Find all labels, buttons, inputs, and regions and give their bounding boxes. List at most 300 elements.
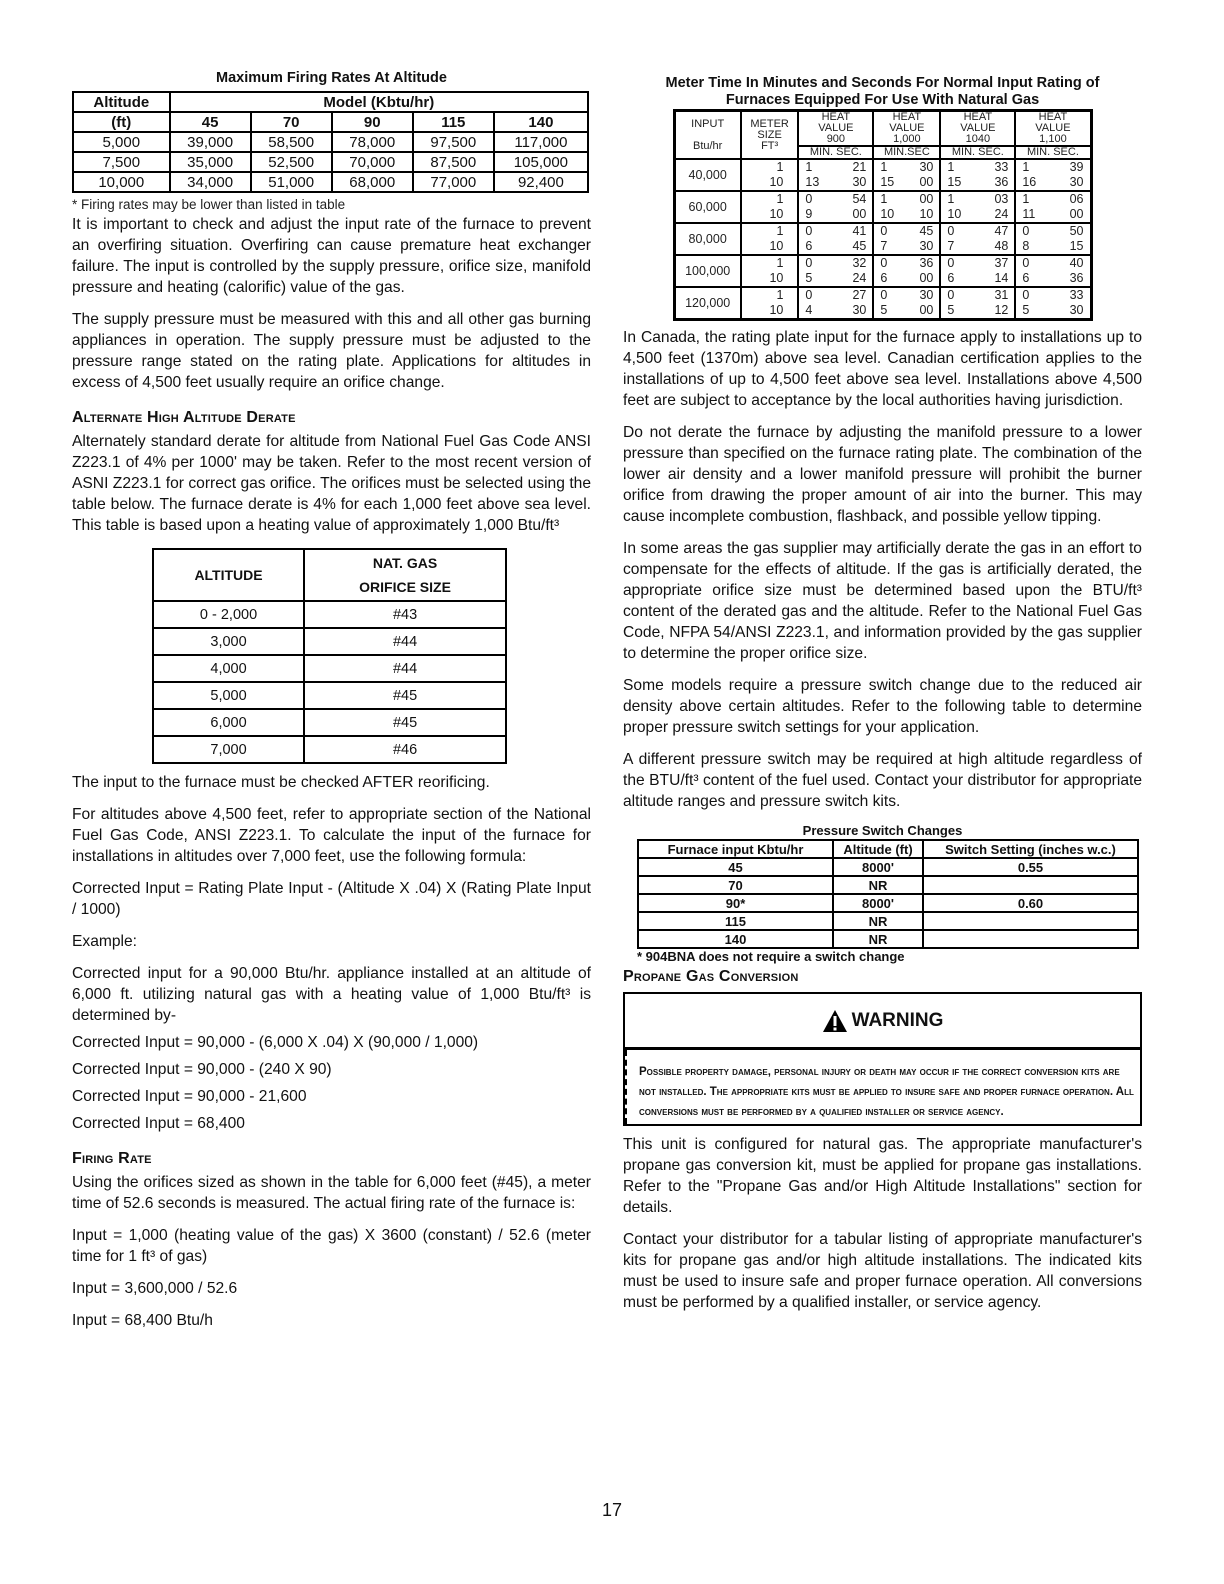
section-heading: Alternate High Altitude Derate xyxy=(72,409,296,426)
header-btu-label: Btu/hr xyxy=(692,139,723,152)
section-heading: Propane Gas Conversion xyxy=(623,968,799,985)
minutes: 0 xyxy=(880,224,888,238)
minutes: 15 xyxy=(947,175,962,189)
paragraph: The input to the furnace must be checked AFTER reorificing. xyxy=(72,774,490,791)
min-sec xyxy=(1018,207,1087,222)
table-cell: #44 xyxy=(304,628,506,655)
min-sec xyxy=(801,224,870,239)
seconds: 00 xyxy=(1069,207,1084,221)
header-orifice xyxy=(304,549,506,601)
seconds: 00 xyxy=(919,192,934,206)
seconds: 36 xyxy=(994,175,1009,189)
heat-value: 1,000 xyxy=(893,133,921,145)
paragraph: The supply pressure must be measured with this and all other gas burning appliances in operation. The supply pressure must be adjusted to the pressure range stated on the rating plate. Applications for altitudes in excess of 4,500 feet usually require an orifice change. xyxy=(72,311,591,391)
seconds: 30 xyxy=(919,288,934,302)
meter-size-cell: 10 xyxy=(741,175,799,191)
caption-line: Furnaces Equipped For Use With Natural Gas xyxy=(725,92,1040,108)
minutes: 5 xyxy=(1022,303,1030,317)
seconds: 41 xyxy=(852,224,867,238)
warning-box xyxy=(623,992,1142,1126)
time-cell xyxy=(1015,287,1091,303)
min-sec xyxy=(1018,192,1087,207)
minutes: 0 xyxy=(947,224,955,238)
table-cell: 0 - 2,000 xyxy=(153,601,304,628)
seconds: 00 xyxy=(919,303,934,317)
formula: Corrected Input = 90,000 - (240 X 90) xyxy=(72,1061,332,1078)
table-cell: NR xyxy=(833,930,923,948)
minutes: 7 xyxy=(880,239,888,253)
min-sec xyxy=(943,160,1012,175)
formula: Corrected Input = 90,000 - 21,600 xyxy=(72,1088,307,1105)
left-column xyxy=(72,70,591,1342)
paragraph: Alternately standard derate for altitude from National Fuel Gas Code ANSI Z223.1 of 4% per 1000' may be taken. Refer to the most recent version of ASNI Z223.1 for correct gas orifice. The orifices must be selected using the table below. The furnace derate is 4% for each 1,000 feet above sea level. This table is based upon a heating value of approximately 1,000 Btu/ft³ xyxy=(72,433,591,534)
min-sec xyxy=(943,303,1012,318)
table-cell: #46 xyxy=(304,736,506,763)
firing-table-caption: Maximum Firing Rates At Altitude xyxy=(216,70,447,86)
minutes: 5 xyxy=(880,303,888,317)
minutes: 1 xyxy=(1022,160,1030,174)
seconds: 40 xyxy=(1069,256,1084,270)
time-cell xyxy=(798,175,873,191)
meter-table-caption xyxy=(623,75,1142,109)
paragraph: Contact your distributor for a tabular listing of appropriate manufacturer's kits for propane gas and/or high altitude installations. The indicated kits must be used to insure safe and proper furnace operation. All conversions must be performed by a qualified installer, or service agency. xyxy=(623,1231,1142,1311)
min-sec xyxy=(876,160,937,175)
min-sec xyxy=(943,224,1012,239)
minutes: 5 xyxy=(805,271,813,285)
warning-title: WARNING xyxy=(851,1009,944,1031)
min-sec xyxy=(1018,224,1087,239)
time-cell xyxy=(873,191,940,207)
time-cell xyxy=(1015,239,1091,255)
min-sec xyxy=(1018,271,1087,286)
table-cell: 0.60 xyxy=(923,894,1138,912)
table-cell: 97,500 xyxy=(413,132,494,152)
minutes: 0 xyxy=(805,192,813,206)
min-sec xyxy=(1018,288,1087,303)
table-cell: 35,000 xyxy=(170,152,251,172)
min-sec xyxy=(801,271,870,286)
table-cell: 58,500 xyxy=(251,132,332,152)
min-sec xyxy=(801,288,870,303)
time-cell xyxy=(873,255,940,271)
min-sec-header: MIN. SEC. xyxy=(940,146,1015,159)
meter-size-cell: 10 xyxy=(741,207,799,223)
header-nat-gas: NAT. GAS xyxy=(372,555,438,571)
seconds: 27 xyxy=(852,288,867,302)
min-sec xyxy=(801,160,870,175)
table-cell: NR xyxy=(833,912,923,930)
input-cell: 60,000 xyxy=(674,191,741,223)
min-sec xyxy=(801,303,870,318)
time-cell xyxy=(1015,303,1091,320)
minutes: 1 xyxy=(880,160,888,174)
model-header: 70 xyxy=(251,112,332,132)
table-cell: 4,000 xyxy=(153,655,304,682)
meter-size-cell: 1 xyxy=(741,223,799,239)
header-ft-label: FT³ xyxy=(761,139,779,152)
caption-line: Meter Time In Minutes and Seconds For Normal Input Rating of xyxy=(665,75,1100,91)
seconds: 30 xyxy=(1069,175,1084,189)
meter-size-cell: 1 xyxy=(741,255,799,271)
time-cell xyxy=(1015,255,1091,271)
seconds: 32 xyxy=(852,256,867,270)
seconds: 33 xyxy=(994,160,1009,174)
value-label: VALUE xyxy=(1035,122,1071,134)
orifice-size-table xyxy=(152,548,507,764)
paragraph: For altitudes above 4,500 feet, refer to appropriate section of the National Fuel Gas Code, ANSI Z223.1. To calculate the input of the furnace for installations in altitudes over 7,000 feet, use the following formula: xyxy=(72,806,591,865)
seconds: 12 xyxy=(994,303,1009,317)
min-sec xyxy=(801,175,870,190)
time-cell xyxy=(798,239,873,255)
time-cell xyxy=(940,223,1015,239)
right-column xyxy=(623,75,1142,1324)
time-cell xyxy=(798,223,873,239)
table-row xyxy=(153,682,506,709)
time-cell xyxy=(873,175,940,191)
model-header: 140 xyxy=(494,112,588,132)
time-cell xyxy=(1015,271,1091,287)
seconds: 48 xyxy=(994,239,1009,253)
min-sec-header: MIN.SEC xyxy=(873,146,940,159)
header-input xyxy=(674,111,741,160)
section-heading: Firing Rate xyxy=(72,1150,152,1167)
min-sec xyxy=(801,256,870,271)
paragraph: Corrected input for a 90,000 Btu/hr. appliance installed at an altitude of 6,000 ft. utilizing natural gas with a heating value of 1,000 Btu/ft³ is determined by- xyxy=(72,965,591,1024)
paragraph: Do not derate the furnace by adjusting the manifold pressure to a lower pressure than specified on the furnace rating plate. The combination of the lower air density and a lower manifold pressure will prohibit the burner orifice from drawing the proper amount of air into the burner. This may cause incomplete combustion, flashback, and possible yellow tipping. xyxy=(623,424,1142,525)
input-cell: 120,000 xyxy=(674,287,741,320)
page-number: 17 xyxy=(601,1500,623,1520)
input-cell: 80,000 xyxy=(674,223,741,255)
seconds: 47 xyxy=(994,224,1009,238)
time-cell xyxy=(798,271,873,287)
min-sec xyxy=(943,175,1012,190)
meter-size-cell: 10 xyxy=(741,303,799,320)
minutes: 1 xyxy=(805,160,813,174)
table-cell: 7,000 xyxy=(153,736,304,763)
min-sec xyxy=(876,256,937,271)
seconds: 00 xyxy=(852,207,867,221)
heat-label: HEAT xyxy=(892,111,922,123)
time-cell xyxy=(1015,191,1091,207)
meter-time-table xyxy=(673,109,1093,321)
time-cell xyxy=(940,255,1015,271)
table-cell: #45 xyxy=(304,709,506,736)
seconds: 36 xyxy=(1069,271,1084,285)
seconds: 21 xyxy=(852,160,867,174)
header-meter xyxy=(741,111,799,160)
table-row xyxy=(638,912,1138,930)
column-header: Altitude (ft) xyxy=(833,840,923,858)
table-cell: 34,000 xyxy=(170,172,251,192)
heat-value: 900 xyxy=(826,133,846,145)
table-cell: 52,500 xyxy=(251,152,332,172)
time-cell xyxy=(940,239,1015,255)
min-sec xyxy=(943,192,1012,207)
seconds: 00 xyxy=(919,175,934,189)
time-cell xyxy=(873,207,940,223)
pressure-switch-table xyxy=(637,839,1139,949)
header-heat-value xyxy=(873,111,940,147)
paragraph: Some models require a pressure switch change due to the reduced air density above certain altitudes. Refer to the following table to determine proper pressure switch settings for your application. xyxy=(623,677,1142,736)
seconds: 36 xyxy=(919,256,934,270)
min-sec xyxy=(1018,160,1087,175)
meter-size-cell: 10 xyxy=(741,239,799,255)
model-header: 90 xyxy=(332,112,413,132)
seconds: 30 xyxy=(1069,303,1084,317)
minutes: 0 xyxy=(805,256,813,270)
table-cell xyxy=(923,930,1138,948)
table-row xyxy=(638,876,1138,894)
table-cell: 10,000 xyxy=(73,172,170,192)
table-cell: 117,000 xyxy=(494,132,588,152)
table-row xyxy=(153,601,506,628)
time-cell xyxy=(940,175,1015,191)
formula: Corrected Input = Rating Plate Input - (Altitude X .04) X (Rating Plate Input / 1000) xyxy=(72,880,591,918)
header-model: Model (Kbtu/hr) xyxy=(170,92,588,112)
table-row xyxy=(73,152,588,172)
min-sec xyxy=(943,207,1012,222)
time-cell xyxy=(873,303,940,320)
meter-size-cell: 10 xyxy=(741,271,799,287)
time-cell xyxy=(798,191,873,207)
minutes: 0 xyxy=(805,288,813,302)
time-cell xyxy=(873,287,940,303)
time-cell xyxy=(798,287,873,303)
min-sec xyxy=(1018,256,1087,271)
seconds: 30 xyxy=(919,160,934,174)
input-cell: 40,000 xyxy=(674,159,741,191)
header-heat-value xyxy=(1015,111,1091,147)
time-cell xyxy=(798,255,873,271)
header-heat-value xyxy=(798,111,873,147)
header-altitude: ALTITUDE xyxy=(153,549,304,601)
minutes: 0 xyxy=(1022,288,1030,302)
min-sec xyxy=(1018,303,1087,318)
header-row xyxy=(638,840,1138,858)
time-cell xyxy=(940,207,1015,223)
table-row xyxy=(674,159,1091,175)
column-header: Furnace input Kbtu/hr xyxy=(638,840,833,858)
model-header: 45 xyxy=(170,112,251,132)
meter-size-cell: 1 xyxy=(741,191,799,207)
minutes: 13 xyxy=(805,175,820,189)
switch-table-caption: Pressure Switch Changes xyxy=(802,823,963,838)
table-row xyxy=(153,655,506,682)
min-sec xyxy=(876,239,937,254)
table-cell: #44 xyxy=(304,655,506,682)
seconds: 37 xyxy=(994,256,1009,270)
header-size-label: SIZE xyxy=(757,128,782,141)
seconds: 00 xyxy=(919,271,934,285)
table-cell: 51,000 xyxy=(251,172,332,192)
paragraph: This unit is configured for natural gas. The appropriate manufacturer's propane gas conversion kit, must be applied for propane gas installations. Refer to the "Propane Gas and/or High Altitude Installations" section for details. xyxy=(623,1136,1142,1216)
warning-header xyxy=(625,994,1140,1050)
minutes: 10 xyxy=(880,207,895,221)
table-cell: 70,000 xyxy=(332,152,413,172)
seconds: 15 xyxy=(1069,239,1084,253)
min-sec xyxy=(876,175,937,190)
min-sec-header: MIN. SEC. xyxy=(798,146,873,159)
table-cell: NR xyxy=(833,876,923,894)
min-sec xyxy=(876,207,937,222)
seconds: 30 xyxy=(852,175,867,189)
time-cell xyxy=(940,271,1015,287)
table-row xyxy=(674,191,1091,207)
time-cell xyxy=(873,223,940,239)
table-cell: 45 xyxy=(638,858,833,876)
table-cell: 115 xyxy=(638,912,833,930)
table-cell: 8000' xyxy=(833,894,923,912)
table-cell: #43 xyxy=(304,601,506,628)
heat-label: HEAT xyxy=(821,111,851,123)
table-cell: 7,500 xyxy=(73,152,170,172)
seconds: 54 xyxy=(852,192,867,206)
formula: Input = 1,000 (heating value of the gas) X 3600 (constant) / 52.6 (meter time for 1 ft³ of gas) xyxy=(72,1227,591,1265)
table-cell: 140 xyxy=(638,930,833,948)
minutes: 0 xyxy=(947,256,955,270)
meter-size-cell: 1 xyxy=(741,287,799,303)
min-sec xyxy=(876,271,937,286)
header-heat-value xyxy=(940,111,1015,147)
seconds: 31 xyxy=(994,288,1009,302)
header-orifice-size: ORIFICE SIZE xyxy=(359,579,451,595)
time-cell xyxy=(798,159,873,175)
minutes: 0 xyxy=(1022,224,1030,238)
formula: Corrected Input = 68,400 xyxy=(72,1115,245,1132)
min-sec xyxy=(876,192,937,207)
min-sec xyxy=(801,207,870,222)
minutes: 4 xyxy=(805,303,813,317)
table-cell: 5,000 xyxy=(73,132,170,152)
min-sec xyxy=(876,288,937,303)
minutes: 10 xyxy=(947,207,962,221)
table-cell xyxy=(923,912,1138,930)
time-cell xyxy=(940,191,1015,207)
time-cell xyxy=(940,303,1015,320)
minutes: 8 xyxy=(1022,239,1030,253)
minutes: 0 xyxy=(880,256,888,270)
heat-label: HEAT xyxy=(963,111,993,123)
table-row xyxy=(153,736,506,763)
min-sec xyxy=(801,239,870,254)
minutes: 16 xyxy=(1022,175,1037,189)
paragraph: Example: xyxy=(72,933,138,950)
warning-triangle-icon xyxy=(822,1009,848,1033)
seconds: 14 xyxy=(994,271,1009,285)
time-cell xyxy=(940,287,1015,303)
minutes: 6 xyxy=(1022,271,1030,285)
table-cell: 90* xyxy=(638,894,833,912)
paragraph: It is important to check and adjust the input rate of the furnace to prevent an overfiring situation. Overfiring can cause premature heat exchanger failure. The input is controlled by the supply pressure, orifice size, manifold pressure and heating (calorific) value of the gas. xyxy=(72,216,591,296)
table-row xyxy=(674,287,1091,303)
seconds: 24 xyxy=(994,207,1009,221)
seconds: 45 xyxy=(852,239,867,253)
table-cell: 70 xyxy=(638,876,833,894)
time-cell xyxy=(873,159,940,175)
minutes: 6 xyxy=(805,239,813,253)
table-row xyxy=(73,172,588,192)
min-sec xyxy=(1018,239,1087,254)
formula: Corrected Input = 90,000 - (6,000 X .04) X (90,000 / 1,000) xyxy=(72,1034,479,1051)
header-altitude: Altitude xyxy=(73,92,170,112)
paragraph: Using the orifices sized as shown in the table for 6,000 feet (#45), a meter time of 52.6 seconds is measured. The actual firing rate of the furnace is: xyxy=(72,1174,591,1212)
seconds: 50 xyxy=(1069,224,1084,238)
min-sec xyxy=(943,288,1012,303)
formula: Input = 68,400 Btu/h xyxy=(72,1312,213,1329)
heat-value: 1040 xyxy=(965,133,991,145)
seconds: 45 xyxy=(919,224,934,238)
seconds: 33 xyxy=(1069,288,1084,302)
time-cell xyxy=(940,159,1015,175)
minutes: 1 xyxy=(947,160,955,174)
minutes: 1 xyxy=(1022,192,1030,206)
minutes: 15 xyxy=(880,175,895,189)
table-cell: 5,000 xyxy=(153,682,304,709)
value-label: VALUE xyxy=(960,122,996,134)
table-row xyxy=(638,894,1138,912)
firing-rates-table xyxy=(72,91,589,193)
minutes: 6 xyxy=(880,271,888,285)
min-sec xyxy=(876,303,937,318)
formula: Input = 3,600,000 / 52.6 xyxy=(72,1280,238,1297)
seconds: 06 xyxy=(1069,192,1084,206)
table-row xyxy=(674,255,1091,271)
minutes: 1 xyxy=(880,192,888,206)
table-cell: 8000' xyxy=(833,858,923,876)
seconds: 30 xyxy=(919,239,934,253)
seconds: 39 xyxy=(1069,160,1084,174)
time-cell xyxy=(873,239,940,255)
table-cell: 39,000 xyxy=(170,132,251,152)
table-cell: 78,000 xyxy=(332,132,413,152)
meter-size-cell: 1 xyxy=(741,159,799,175)
switch-table-footnote: * 904BNA does not require a switch change xyxy=(637,949,905,964)
column-header: Switch Setting (inches w.c.) xyxy=(923,840,1138,858)
table-row xyxy=(674,223,1091,239)
table-cell: 6,000 xyxy=(153,709,304,736)
paragraph: In some areas the gas supplier may artificially derate the gas in an effort to compensate for the effects of altitude. If the gas is artificially derated, the appropriate orifice size must be determined based upon the BTU/ft³ content of the derated gas and the altitude. Refer to the National Fuel Gas Code, NFPA 54/ANSI Z223.1, and information provided by the gas supplier to determine the proper orifice size. xyxy=(623,540,1142,662)
minutes: 7 xyxy=(947,239,955,253)
table-row xyxy=(73,132,588,152)
min-sec xyxy=(943,256,1012,271)
heat-label: HEAT xyxy=(1038,111,1068,123)
minutes: 0 xyxy=(880,288,888,302)
min-sec-header: MIN. SEC. xyxy=(1015,146,1091,159)
min-sec xyxy=(943,271,1012,286)
input-cell: 100,000 xyxy=(674,255,741,287)
time-cell xyxy=(1015,207,1091,223)
paragraph: A different pressure switch may be required at high altitude regardless of the BTU/ft³ content of the fuel used. Contact your distributor for appropriate altitude ranges and pressure switch kits. xyxy=(623,751,1142,810)
time-cell xyxy=(798,303,873,320)
table-cell xyxy=(923,876,1138,894)
seconds: 30 xyxy=(852,303,867,317)
firing-table-footnote: * Firing rates may be lower than listed in table xyxy=(72,197,346,212)
header-row xyxy=(674,111,1091,147)
model-header: 115 xyxy=(413,112,494,132)
value-label: VALUE xyxy=(818,122,854,134)
minutes: 1 xyxy=(947,192,955,206)
seconds: 03 xyxy=(994,192,1009,206)
minutes: 6 xyxy=(947,271,955,285)
table-row xyxy=(638,930,1138,948)
table-cell: 3,000 xyxy=(153,628,304,655)
header-altitude-unit: (ft) xyxy=(73,112,170,132)
min-sec xyxy=(943,239,1012,254)
seconds: 10 xyxy=(919,207,934,221)
time-cell xyxy=(798,207,873,223)
time-cell xyxy=(1015,175,1091,191)
min-sec xyxy=(801,192,870,207)
